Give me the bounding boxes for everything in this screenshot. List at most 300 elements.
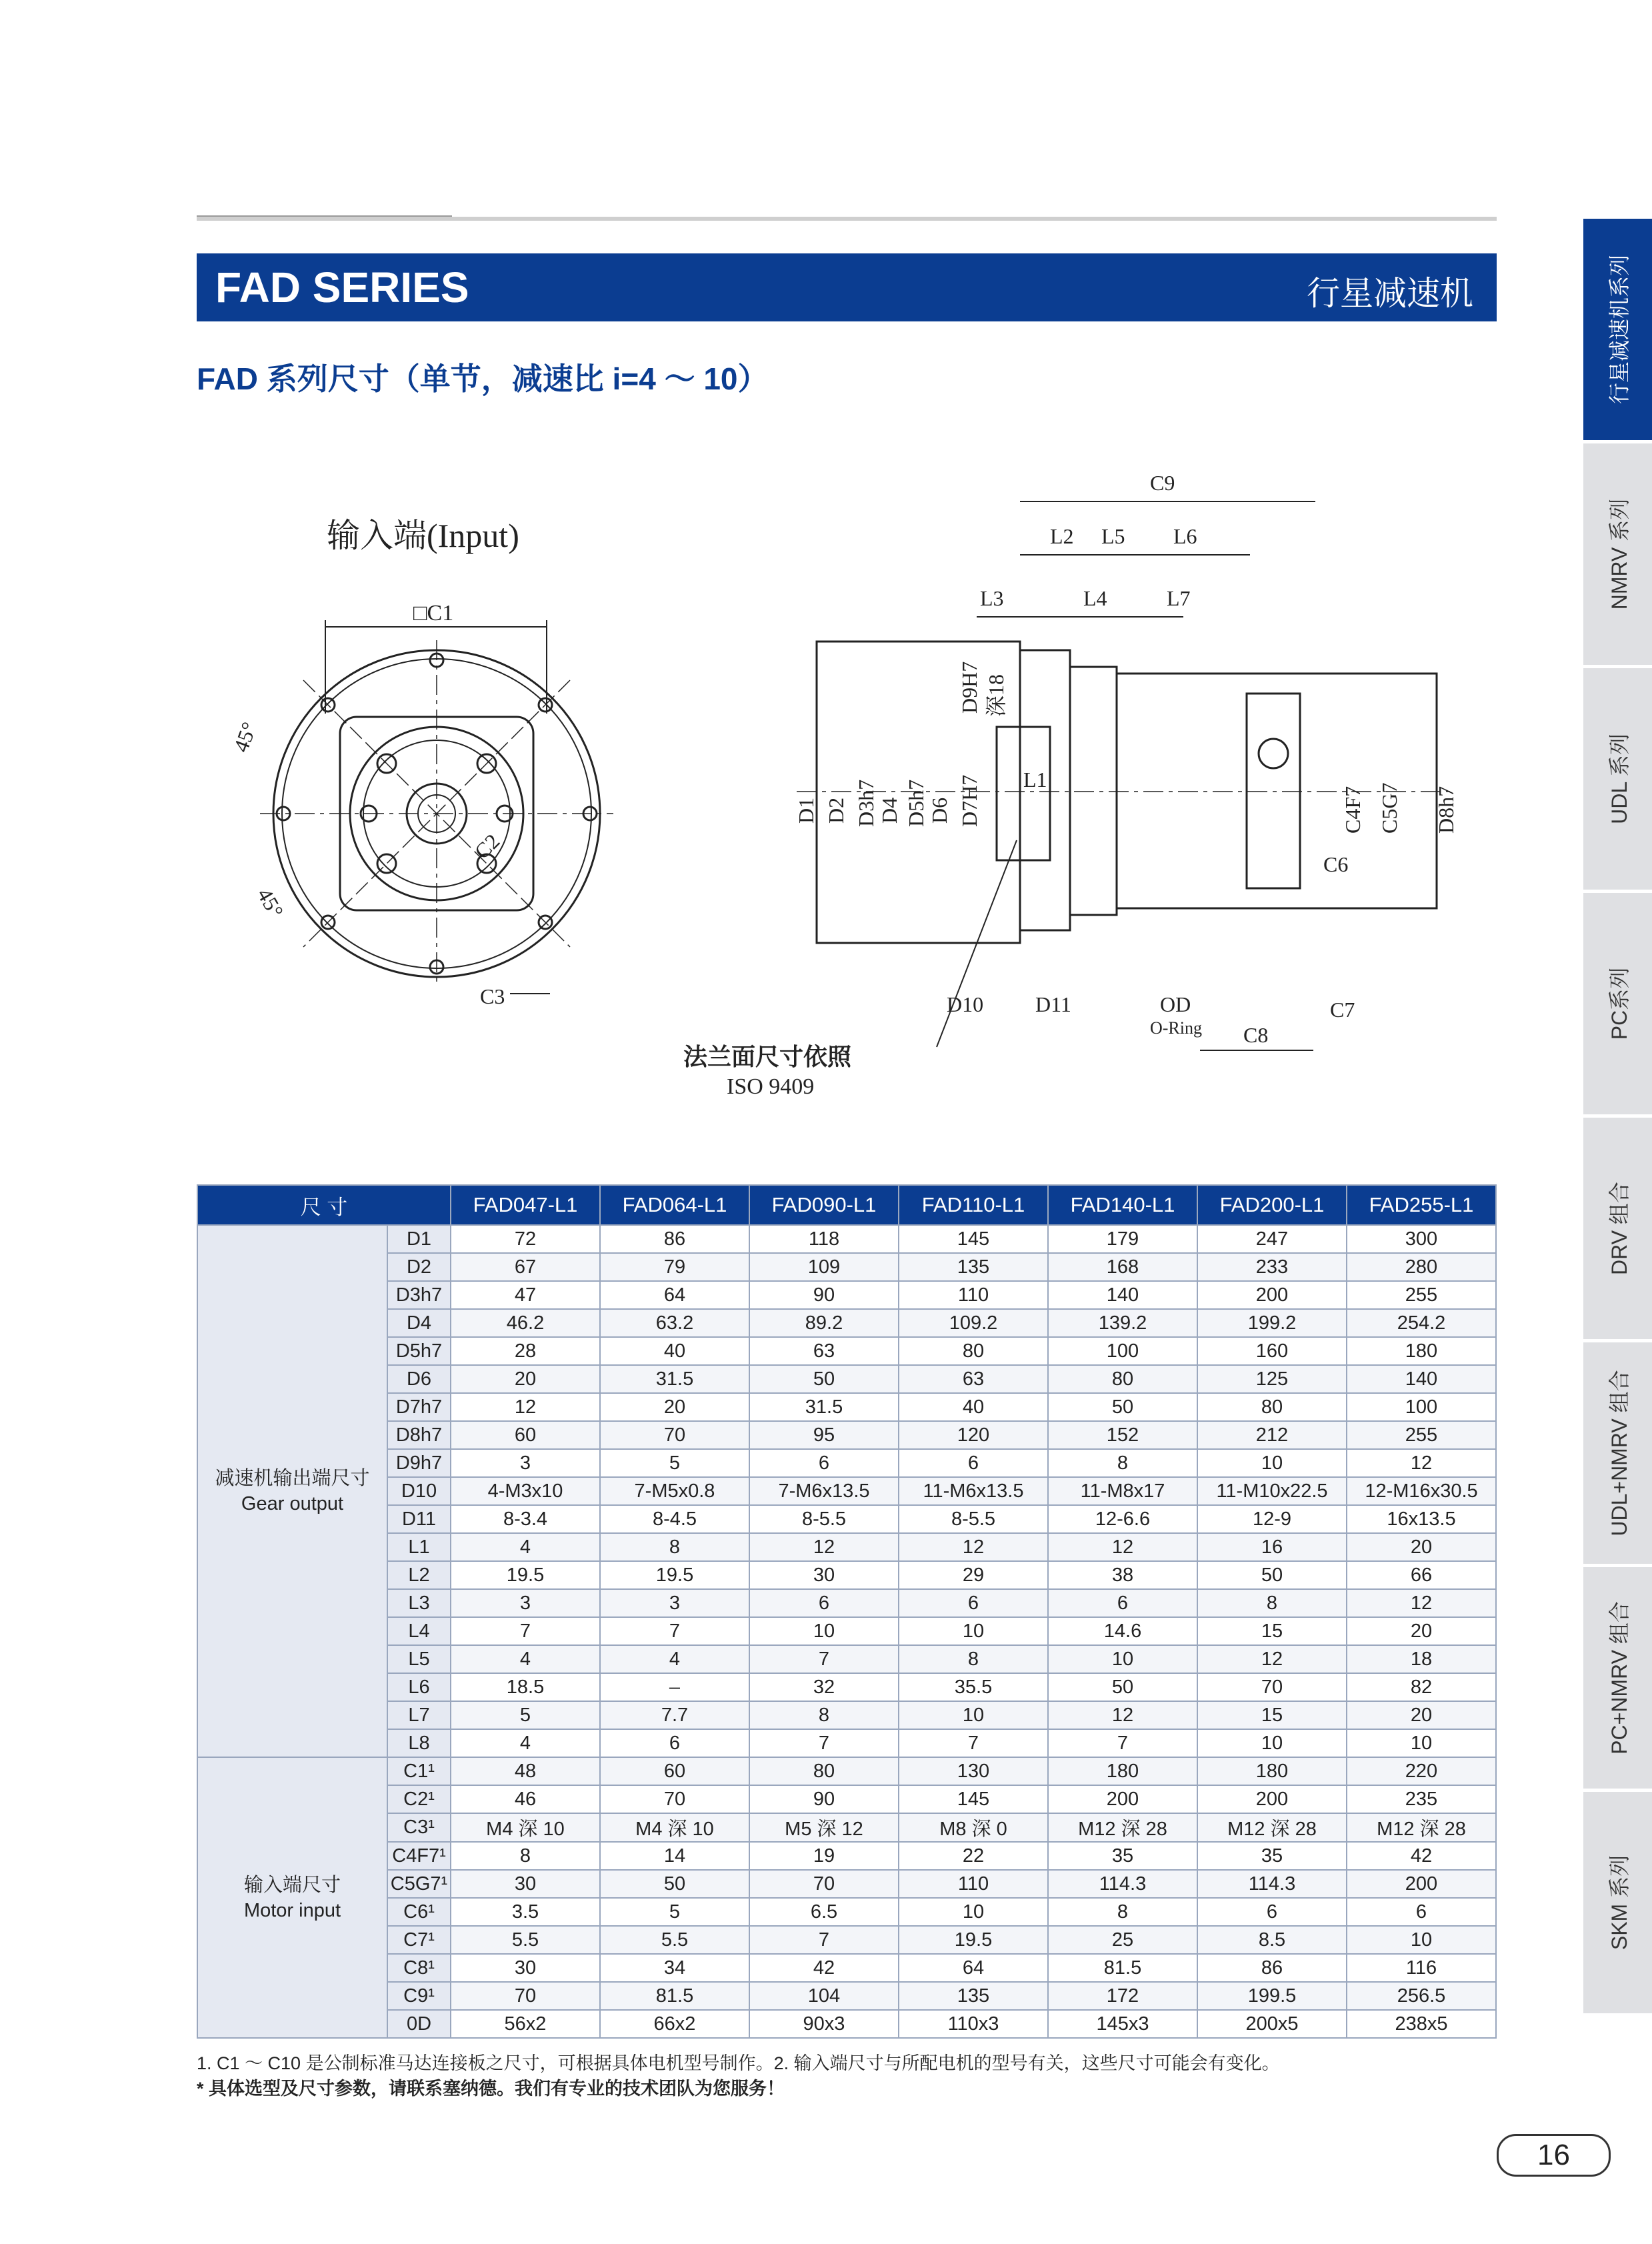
value-cell: 10 bbox=[749, 1617, 899, 1645]
tab-label: NMRV 系列 bbox=[1607, 498, 1631, 610]
value-cell: 63.2 bbox=[600, 1309, 749, 1337]
value-cell: 8 bbox=[899, 1645, 1048, 1673]
tab-label: UDL+NMRV 组合 bbox=[1607, 1370, 1631, 1536]
value-cell: 46 bbox=[451, 1785, 600, 1813]
value-cell: 3 bbox=[451, 1589, 600, 1617]
value-cell: 20 bbox=[1347, 1701, 1496, 1729]
param-cell: C4F7¹ bbox=[387, 1842, 451, 1870]
value-cell: 7-M5x0.8 bbox=[600, 1477, 749, 1505]
value-cell: 200 bbox=[1197, 1281, 1347, 1309]
value-cell: 15 bbox=[1197, 1701, 1347, 1729]
value-cell: 48 bbox=[451, 1757, 600, 1785]
param-cell: C6¹ bbox=[387, 1898, 451, 1926]
value-cell: 63 bbox=[749, 1337, 899, 1365]
value-cell: 10 bbox=[1197, 1449, 1347, 1477]
value-cell: 40 bbox=[600, 1337, 749, 1365]
c8-label: C8 bbox=[1243, 1023, 1269, 1047]
header-model: FAD064-L1 bbox=[600, 1185, 749, 1225]
value-cell: 35.5 bbox=[899, 1673, 1048, 1701]
param-cell: C1¹ bbox=[387, 1757, 451, 1785]
param-cell: L5 bbox=[387, 1645, 451, 1673]
table-row bbox=[197, 1309, 1496, 1337]
value-cell: 145 bbox=[899, 1225, 1048, 1253]
table-row bbox=[197, 1870, 1496, 1898]
value-cell: 238x5 bbox=[1347, 2010, 1496, 2038]
l1-label: L1 bbox=[1023, 768, 1047, 792]
section-heading: FAD 系列尺寸（单节，减速比 i=4 ～ 10） bbox=[197, 361, 769, 396]
value-cell: 7 bbox=[899, 1729, 1048, 1757]
header-model: FAD255-L1 bbox=[1347, 1185, 1496, 1225]
table-row bbox=[197, 1617, 1496, 1645]
value-cell: 19.5 bbox=[451, 1561, 600, 1589]
param-cell: D7h7 bbox=[387, 1393, 451, 1421]
value-cell: 7.7 bbox=[600, 1701, 749, 1729]
front-view bbox=[229, 517, 613, 1008]
d4-label: D4 bbox=[877, 797, 901, 824]
value-cell: 179 bbox=[1048, 1225, 1197, 1253]
value-cell: 16 bbox=[1197, 1533, 1347, 1561]
value-cell: 10 bbox=[1347, 1729, 1496, 1757]
value-cell: 247 bbox=[1197, 1225, 1347, 1253]
value-cell: 220 bbox=[1347, 1757, 1496, 1785]
value-cell: – bbox=[600, 1673, 749, 1701]
series-subtitle: 行星减速机 bbox=[1307, 275, 1473, 312]
value-cell: 110 bbox=[899, 1281, 1048, 1309]
value-cell: 4 bbox=[451, 1729, 600, 1757]
value-cell: 5.5 bbox=[451, 1926, 600, 1954]
value-cell: 200x5 bbox=[1197, 2010, 1347, 2038]
value-cell: 30 bbox=[451, 1954, 600, 1982]
param-cell: C9¹ bbox=[387, 1982, 451, 2010]
spec-table bbox=[197, 1184, 1497, 2039]
tab-pc-nmrv[interactable] bbox=[1583, 1567, 1652, 1789]
side-view bbox=[683, 471, 1458, 1099]
value-cell: 90 bbox=[749, 1281, 899, 1309]
table-row bbox=[197, 1477, 1496, 1505]
d1-label: D1 bbox=[794, 797, 818, 824]
table-row bbox=[197, 1393, 1496, 1421]
value-cell: 12 bbox=[749, 1533, 899, 1561]
table-row bbox=[197, 1757, 1496, 1785]
value-cell: 130 bbox=[899, 1757, 1048, 1785]
group-label bbox=[197, 1225, 387, 1757]
inner-bore bbox=[997, 727, 1050, 860]
value-cell: 180 bbox=[1197, 1757, 1347, 1785]
value-cell: 86 bbox=[1197, 1954, 1347, 1982]
param-cell: 0D bbox=[387, 2010, 451, 2038]
c9-label: C9 bbox=[1150, 471, 1175, 495]
value-cell: 145x3 bbox=[1048, 2010, 1197, 2038]
table-row bbox=[197, 1281, 1496, 1309]
d7-label: D7H7 bbox=[957, 774, 981, 827]
value-cell: 140 bbox=[1048, 1281, 1197, 1309]
table-row bbox=[197, 1365, 1496, 1393]
param-cell: D2 bbox=[387, 1253, 451, 1281]
l3-label: L3 bbox=[980, 586, 1004, 610]
value-cell: 19.5 bbox=[899, 1926, 1048, 1954]
value-cell: 35 bbox=[1197, 1842, 1347, 1870]
value-cell: 10 bbox=[1197, 1729, 1347, 1757]
value-cell: 14.6 bbox=[1048, 1617, 1197, 1645]
d5-label: D5h7 bbox=[904, 779, 928, 827]
value-cell: 8 bbox=[600, 1533, 749, 1561]
value-cell: 70 bbox=[600, 1785, 749, 1813]
value-cell: 8-5.5 bbox=[749, 1505, 899, 1533]
value-cell: 172 bbox=[1048, 1982, 1197, 2010]
value-cell: 4-M3x10 bbox=[451, 1477, 600, 1505]
value-cell: 125 bbox=[1197, 1365, 1347, 1393]
header-dimension: 尺 寸 bbox=[197, 1185, 451, 1225]
value-cell: 118 bbox=[749, 1225, 899, 1253]
value-cell: 35 bbox=[1048, 1842, 1197, 1870]
value-cell: M12 深 28 bbox=[1347, 1813, 1496, 1842]
value-cell: 5 bbox=[451, 1701, 600, 1729]
value-cell: 12 bbox=[899, 1533, 1048, 1561]
value-cell: 8.5 bbox=[1197, 1926, 1347, 1954]
value-cell: 70 bbox=[600, 1421, 749, 1449]
value-cell: 32 bbox=[749, 1673, 899, 1701]
table-row bbox=[197, 1954, 1496, 1982]
value-cell: 12-6.6 bbox=[1048, 1505, 1197, 1533]
value-cell: 6 bbox=[600, 1729, 749, 1757]
value-cell: 180 bbox=[1347, 1337, 1496, 1365]
param-cell: D6 bbox=[387, 1365, 451, 1393]
value-cell: 50 bbox=[1048, 1393, 1197, 1421]
value-cell: 8 bbox=[1048, 1449, 1197, 1477]
value-cell: 20 bbox=[451, 1365, 600, 1393]
value-cell: 199.5 bbox=[1197, 1982, 1347, 2010]
value-cell: 50 bbox=[1197, 1561, 1347, 1589]
param-cell: L2 bbox=[387, 1561, 451, 1589]
param-cell: C8¹ bbox=[387, 1954, 451, 1982]
access-plug bbox=[1259, 739, 1288, 768]
value-cell: 31.5 bbox=[749, 1393, 899, 1421]
param-cell: C3¹ bbox=[387, 1813, 451, 1842]
series-title: FAD SERIES bbox=[215, 263, 469, 311]
value-cell: 256.5 bbox=[1347, 1982, 1496, 2010]
param-cell: D3h7 bbox=[387, 1281, 451, 1309]
header-model: FAD090-L1 bbox=[749, 1185, 899, 1225]
value-cell: 30 bbox=[451, 1870, 600, 1898]
d10-label: D10 bbox=[947, 992, 984, 1016]
header-model: FAD140-L1 bbox=[1048, 1185, 1197, 1225]
value-cell: 6 bbox=[749, 1449, 899, 1477]
value-cell: 100 bbox=[1347, 1393, 1496, 1421]
table-body bbox=[197, 1225, 1496, 2038]
value-cell: 95 bbox=[749, 1421, 899, 1449]
series-banner bbox=[197, 253, 1497, 321]
value-cell: 80 bbox=[749, 1757, 899, 1785]
tab-label: UDL 系列 bbox=[1607, 734, 1631, 824]
value-cell: 8-4.5 bbox=[600, 1505, 749, 1533]
table-row bbox=[197, 1253, 1496, 1281]
value-cell: 100 bbox=[1048, 1337, 1197, 1365]
value-cell: 12 bbox=[451, 1393, 600, 1421]
tab-planetary[interactable] bbox=[1583, 219, 1652, 440]
value-cell: 7 bbox=[600, 1617, 749, 1645]
footnote-2: * 具体选型及尺寸参数，请联系塞纳德。我们有专业的技术团队为您服务！ bbox=[197, 2079, 785, 2099]
value-cell: 42 bbox=[749, 1954, 899, 1982]
value-cell: 12 bbox=[1197, 1645, 1347, 1673]
table-row bbox=[197, 1225, 1496, 1253]
footnotes bbox=[197, 2051, 1280, 2101]
value-cell: M12 深 28 bbox=[1197, 1813, 1347, 1842]
header-model: FAD200-L1 bbox=[1197, 1185, 1347, 1225]
value-cell: 11-M10x22.5 bbox=[1197, 1477, 1347, 1505]
value-cell: 90x3 bbox=[749, 2010, 899, 2038]
value-cell: 81.5 bbox=[1048, 1954, 1197, 1982]
value-cell: 114.3 bbox=[1197, 1870, 1347, 1898]
tab-label: DRV 组合 bbox=[1607, 1182, 1631, 1275]
value-cell: 81.5 bbox=[600, 1982, 749, 2010]
value-cell: 11-M8x17 bbox=[1048, 1477, 1197, 1505]
table-row bbox=[197, 1673, 1496, 1701]
value-cell: 110x3 bbox=[899, 2010, 1048, 2038]
table-row bbox=[197, 1421, 1496, 1449]
value-cell: 20 bbox=[600, 1393, 749, 1421]
value-cell: 140 bbox=[1347, 1365, 1496, 1393]
value-cell: 12 bbox=[1347, 1449, 1496, 1477]
value-cell: 3 bbox=[600, 1589, 749, 1617]
value-cell: 109.2 bbox=[899, 1309, 1048, 1337]
value-cell: 70 bbox=[451, 1982, 600, 2010]
c5-label: C5G7 bbox=[1377, 782, 1401, 834]
value-cell: 4 bbox=[451, 1533, 600, 1561]
gear-housing bbox=[1070, 667, 1117, 915]
value-cell: 7-M6x13.5 bbox=[749, 1477, 899, 1505]
value-cell: 34 bbox=[600, 1954, 749, 1982]
value-cell: 5 bbox=[600, 1898, 749, 1926]
angle-label: 45° bbox=[252, 884, 289, 922]
value-cell: 20 bbox=[1347, 1533, 1496, 1561]
param-cell: L4 bbox=[387, 1617, 451, 1645]
table-row bbox=[197, 1729, 1496, 1757]
c3-label: C3 bbox=[480, 984, 505, 1008]
value-cell: 50 bbox=[600, 1870, 749, 1898]
group-name: 输入端尺寸 bbox=[243, 1874, 341, 1896]
value-cell: M4 深 10 bbox=[451, 1813, 600, 1842]
value-cell: 64 bbox=[899, 1954, 1048, 1982]
group-name: 减速机输出端尺寸 bbox=[215, 1468, 370, 1489]
param-cell: D11 bbox=[387, 1505, 451, 1533]
table-row bbox=[197, 1926, 1496, 1954]
group-name-en: Motor input bbox=[243, 1899, 341, 1921]
top-rule bbox=[197, 217, 1497, 221]
tab-label: 行星减速机系列 bbox=[1607, 254, 1631, 405]
od-label: OD bbox=[1160, 992, 1191, 1016]
value-cell: 80 bbox=[1048, 1365, 1197, 1393]
l4-label: L4 bbox=[1083, 586, 1107, 610]
value-cell: 6 bbox=[899, 1449, 1048, 1477]
value-cell: 12 bbox=[1048, 1701, 1197, 1729]
value-cell: 152 bbox=[1048, 1421, 1197, 1449]
input-label: 输入端(Input) bbox=[327, 517, 519, 554]
value-cell: 10 bbox=[899, 1617, 1048, 1645]
value-cell: 47 bbox=[451, 1281, 600, 1309]
header-model: FAD047-L1 bbox=[451, 1185, 600, 1225]
value-cell: 25 bbox=[1048, 1926, 1197, 1954]
param-cell: D10 bbox=[387, 1477, 451, 1505]
value-cell: 31.5 bbox=[600, 1365, 749, 1393]
value-cell: M8 深 0 bbox=[899, 1813, 1048, 1842]
param-cell: L1 bbox=[387, 1533, 451, 1561]
value-cell: 12-M16x30.5 bbox=[1347, 1477, 1496, 1505]
param-cell: D4 bbox=[387, 1309, 451, 1337]
table-row bbox=[197, 2010, 1496, 2038]
value-cell: M4 深 10 bbox=[600, 1813, 749, 1842]
tab-label: SKM 系列 bbox=[1607, 1855, 1631, 1951]
table-row bbox=[197, 1982, 1496, 2010]
l7-label: L7 bbox=[1167, 586, 1191, 610]
value-cell: 72 bbox=[451, 1225, 600, 1253]
table-row bbox=[197, 1533, 1496, 1561]
value-cell: 18.5 bbox=[451, 1673, 600, 1701]
value-cell: 104 bbox=[749, 1982, 899, 2010]
oring-label: O-Ring bbox=[1150, 1018, 1202, 1038]
param-cell: L3 bbox=[387, 1589, 451, 1617]
angle-label: 45° bbox=[228, 718, 261, 756]
group-name-en: Gear output bbox=[241, 1493, 344, 1514]
value-cell: 135 bbox=[899, 1982, 1048, 2010]
table-row bbox=[197, 1842, 1496, 1870]
param-cell: D8h7 bbox=[387, 1421, 451, 1449]
param-cell: C7¹ bbox=[387, 1926, 451, 1954]
value-cell: 42 bbox=[1347, 1842, 1496, 1870]
l6-label: L6 bbox=[1173, 524, 1197, 548]
value-cell: M12 深 28 bbox=[1048, 1813, 1197, 1842]
value-cell: 12 bbox=[1048, 1533, 1197, 1561]
value-cell: 6 bbox=[1197, 1898, 1347, 1926]
value-cell: 20 bbox=[1347, 1617, 1496, 1645]
d8-label: D8h7 bbox=[1434, 786, 1458, 834]
value-cell: 135 bbox=[899, 1253, 1048, 1281]
value-cell: 6 bbox=[1048, 1589, 1197, 1617]
table-row bbox=[197, 1645, 1496, 1673]
value-cell: 7 bbox=[451, 1617, 600, 1645]
value-cell: 110 bbox=[899, 1870, 1048, 1898]
value-cell: 29 bbox=[899, 1561, 1048, 1589]
c2-label: C2 bbox=[469, 829, 505, 864]
value-cell: 7 bbox=[1048, 1729, 1197, 1757]
value-cell: 6.5 bbox=[749, 1898, 899, 1926]
value-cell: 120 bbox=[899, 1421, 1048, 1449]
l2-label: L2 bbox=[1050, 524, 1074, 548]
c7-label: C7 bbox=[1330, 998, 1355, 1022]
d3-label: D3h7 bbox=[854, 779, 878, 827]
value-cell: 86 bbox=[600, 1225, 749, 1253]
value-cell: 300 bbox=[1347, 1225, 1496, 1253]
table-row bbox=[197, 1785, 1496, 1813]
value-cell: 200 bbox=[1197, 1785, 1347, 1813]
value-cell: 7 bbox=[749, 1926, 899, 1954]
value-cell: 12-9 bbox=[1197, 1505, 1347, 1533]
tab-udl-nmrv[interactable] bbox=[1583, 1342, 1652, 1564]
value-cell: 28 bbox=[451, 1337, 600, 1365]
value-cell: 212 bbox=[1197, 1421, 1347, 1449]
tab-udl[interactable] bbox=[1583, 668, 1652, 890]
value-cell: 70 bbox=[749, 1870, 899, 1898]
value-cell: 38 bbox=[1048, 1561, 1197, 1589]
param-cell: L6 bbox=[387, 1673, 451, 1701]
value-cell: 63 bbox=[899, 1365, 1048, 1393]
tab-drv[interactable] bbox=[1583, 1118, 1652, 1339]
value-cell: 8 bbox=[1048, 1898, 1197, 1926]
value-cell: 233 bbox=[1197, 1253, 1347, 1281]
value-cell: 6 bbox=[749, 1589, 899, 1617]
table-row bbox=[197, 1337, 1496, 1365]
l5-label: L5 bbox=[1101, 524, 1125, 548]
value-cell: 139.2 bbox=[1048, 1309, 1197, 1337]
tab-skm[interactable] bbox=[1583, 1792, 1652, 2013]
header-model: FAD110-L1 bbox=[899, 1185, 1048, 1225]
param-cell: C5G7¹ bbox=[387, 1870, 451, 1898]
value-cell: 56x2 bbox=[451, 2010, 600, 2038]
page-number: 16 bbox=[1497, 2134, 1611, 2177]
value-cell: 16x13.5 bbox=[1347, 1505, 1496, 1533]
value-cell: 50 bbox=[1048, 1673, 1197, 1701]
input-hub bbox=[1247, 694, 1300, 888]
value-cell: 8-5.5 bbox=[899, 1505, 1048, 1533]
value-cell: 18 bbox=[1347, 1645, 1496, 1673]
param-cell: D5h7 bbox=[387, 1337, 451, 1365]
value-cell: 19.5 bbox=[600, 1561, 749, 1589]
value-cell: 22 bbox=[899, 1842, 1048, 1870]
value-cell: M5 深 12 bbox=[749, 1813, 899, 1842]
value-cell: 4 bbox=[451, 1645, 600, 1673]
value-cell: 70 bbox=[1197, 1673, 1347, 1701]
table-row bbox=[197, 1898, 1496, 1926]
value-cell: 3.5 bbox=[451, 1898, 600, 1926]
tab-label: PC系列 bbox=[1607, 967, 1631, 1040]
footnote-1: 1. C1 ～ C10 是公制标准马达连接板之尺寸，可根据具体电机型号制作。2. 输入端尺寸与所配电机的型号有关，这些尺寸可能会有变化。 bbox=[197, 2053, 1280, 2073]
iso-note: ISO 9409 bbox=[727, 1074, 815, 1099]
value-cell: 30 bbox=[749, 1561, 899, 1589]
value-cell: 5 bbox=[600, 1449, 749, 1477]
technical-drawing bbox=[197, 460, 1497, 1114]
d9-label: D9H7 bbox=[957, 661, 981, 714]
table-row bbox=[197, 1449, 1496, 1477]
table-header-row bbox=[197, 1185, 1496, 1225]
param-cell: L8 bbox=[387, 1729, 451, 1757]
tab-label: PC+NMRV 组合 bbox=[1607, 1601, 1631, 1755]
value-cell: 160 bbox=[1197, 1337, 1347, 1365]
value-cell: 11-M6x13.5 bbox=[899, 1477, 1048, 1505]
value-cell: 199.2 bbox=[1197, 1309, 1347, 1337]
param-cell: D9h7 bbox=[387, 1449, 451, 1477]
value-cell: 8 bbox=[451, 1842, 600, 1870]
value-cell: 109 bbox=[749, 1253, 899, 1281]
param-cell: C2¹ bbox=[387, 1785, 451, 1813]
value-cell: 116 bbox=[1347, 1954, 1496, 1982]
value-cell: 60 bbox=[600, 1757, 749, 1785]
table-row bbox=[197, 1561, 1496, 1589]
value-cell: 80 bbox=[899, 1337, 1048, 1365]
value-cell: 7 bbox=[749, 1729, 899, 1757]
value-cell: 280 bbox=[1347, 1253, 1496, 1281]
d2-label: D2 bbox=[824, 797, 848, 824]
tab-pc[interactable] bbox=[1583, 893, 1652, 1114]
value-cell: 50 bbox=[749, 1365, 899, 1393]
value-cell: 79 bbox=[600, 1253, 749, 1281]
table-row bbox=[197, 1701, 1496, 1729]
value-cell: 145 bbox=[899, 1785, 1048, 1813]
param-cell: D1 bbox=[387, 1225, 451, 1253]
c4-label: C4F7 bbox=[1341, 786, 1365, 834]
tab-nmrv[interactable] bbox=[1583, 443, 1652, 665]
value-cell: 7 bbox=[749, 1645, 899, 1673]
value-cell: 8 bbox=[749, 1701, 899, 1729]
table-row bbox=[197, 1813, 1496, 1842]
